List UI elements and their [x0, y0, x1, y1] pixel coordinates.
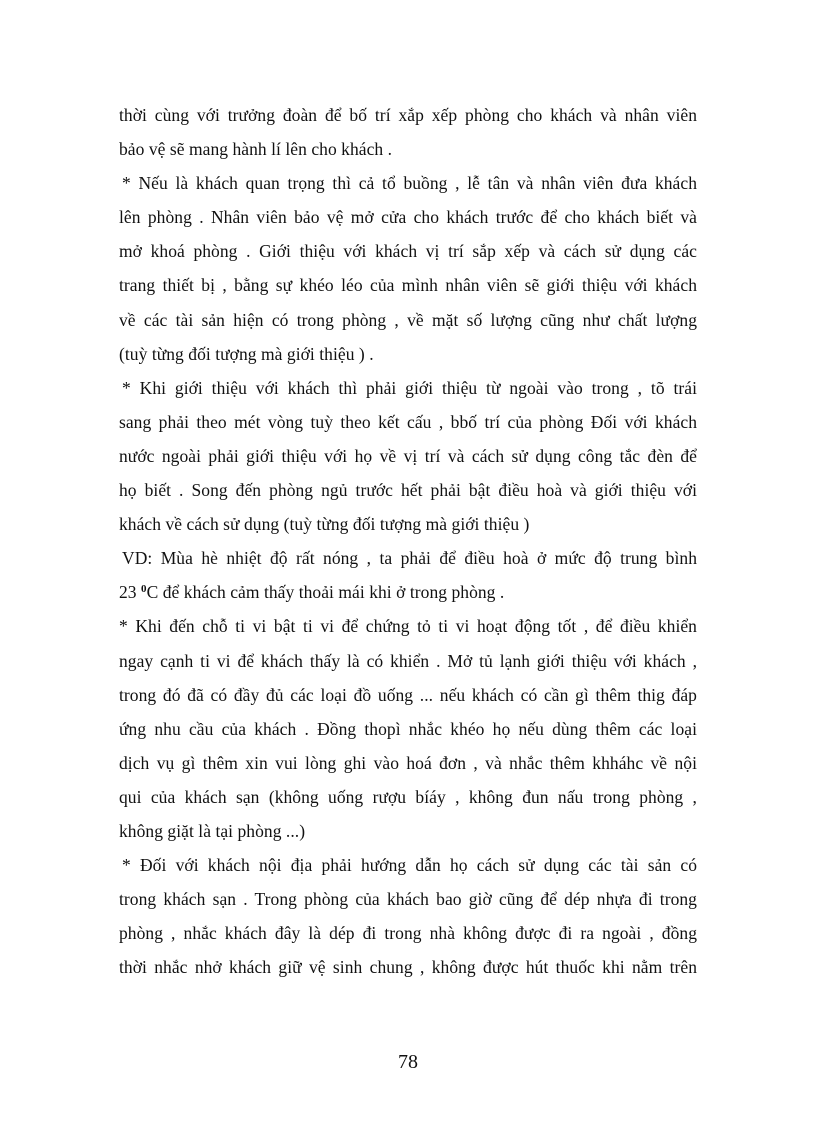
text-line: trong đó đã có đầy đủ các loại đồ uống ... nếu khách có cần gì thêm thig đáp	[119, 684, 697, 705]
text-line: thời cùng với trưởng đoàn để bố trí xắp xếp phòng cho khách và nhân viên	[119, 105, 697, 125]
text-line: * Khi giới thiệu với khách thì phải giới thiệu từ ngoài vào trong , tõ trái	[122, 377, 697, 398]
degree-superscript: 0	[141, 583, 147, 596]
text-line: nước ngoài phải giới thiệu với họ về vị trí và cách sử dụng công tắc đèn để	[119, 445, 697, 466]
text-line: trong khách sạn . Trong phòng của khách bao giờ cũng để dép nhựa đi trong	[119, 889, 697, 910]
text-line: phòng , nhắc khách đây là dép đi trong nhà không được đi ra ngoài , đồng	[119, 923, 697, 944]
text-line: khách về cách sử dụng (tuỳ từng đối tượng mà giới thiệu )	[119, 514, 530, 535]
temperature-rest: C để khách cảm thấy thoải mái khi ở trong phòng .	[146, 582, 505, 603]
text-line: ngay cạnh ti vi để khách thấy là có khiển . Mở tủ lạnh giới thiệu với khách ,	[119, 650, 697, 671]
text-line: * Đối với khách nội địa phải hướng dẫn họ cách sử dụng các tài sản có	[122, 855, 697, 876]
page-number: 78	[398, 1051, 418, 1073]
text-line: về các tài sản hiện có trong phòng , về mặt số lượng cũng như chất lượng	[119, 309, 697, 330]
text-line: (tuỳ từng đối tượng mà giới thiệu ) .	[119, 343, 374, 364]
text-line: * Khi đến chỗ ti vi bật ti vi để chứng tỏ ti vi hoạt động tốt , để điều khiển	[119, 616, 697, 637]
text-line: mở khoá phòng . Giới thiệu với khách vị trí sắp xếp và cách sử dụng các	[119, 241, 697, 262]
text-line: sang phải theo mét vòng tuỳ theo kết cấu , bbố trí của phòng Đối với khách	[119, 411, 697, 432]
document-body	[119, 98, 697, 984]
text-line: họ biết . Song đến phòng ngủ trước hết phải bật điều hoà và giới thiệu với	[119, 480, 697, 501]
text-line: bảo vệ sẽ mang hành lí lên cho khách .	[119, 139, 393, 160]
text-line-temperature	[119, 575, 697, 609]
text-line: không giặt là tại phòng ...)	[119, 820, 306, 841]
text-line: qui của khách sạn (không uống rượu bíáy , không đun nấu trong phòng ,	[119, 786, 697, 807]
text-line: trang thiết bị , bằng sự khéo léo của mình nhân viên sẽ giới thiệu với khách	[119, 275, 697, 296]
text-line: VD: Mùa hè nhiệt độ rất nóng , ta phải để điều hoà ở mức độ trung bình	[122, 548, 697, 569]
text-line: dịch vụ gì thêm xin vui lòng ghi vào hoá đơn , và nhắc thêm khháhc về nội	[119, 752, 697, 773]
temperature-value: 23	[119, 582, 142, 603]
text-line: lên phòng . Nhân viên bảo vệ mở cửa cho khách trước để cho khách biết và	[119, 207, 697, 228]
text-line: thời nhắc nhở khách giữ vệ sinh chung , không được hút thuốc khi nằm trên	[119, 957, 697, 978]
text-line: * Nếu là khách quan trọng thì cả tổ buồng , lễ tân và nhân viên đưa khách	[122, 173, 697, 194]
text-line: ứng nhu cầu của khách . Đồng thopì nhắc khéo họ nếu dùng thêm các loại	[119, 718, 697, 739]
